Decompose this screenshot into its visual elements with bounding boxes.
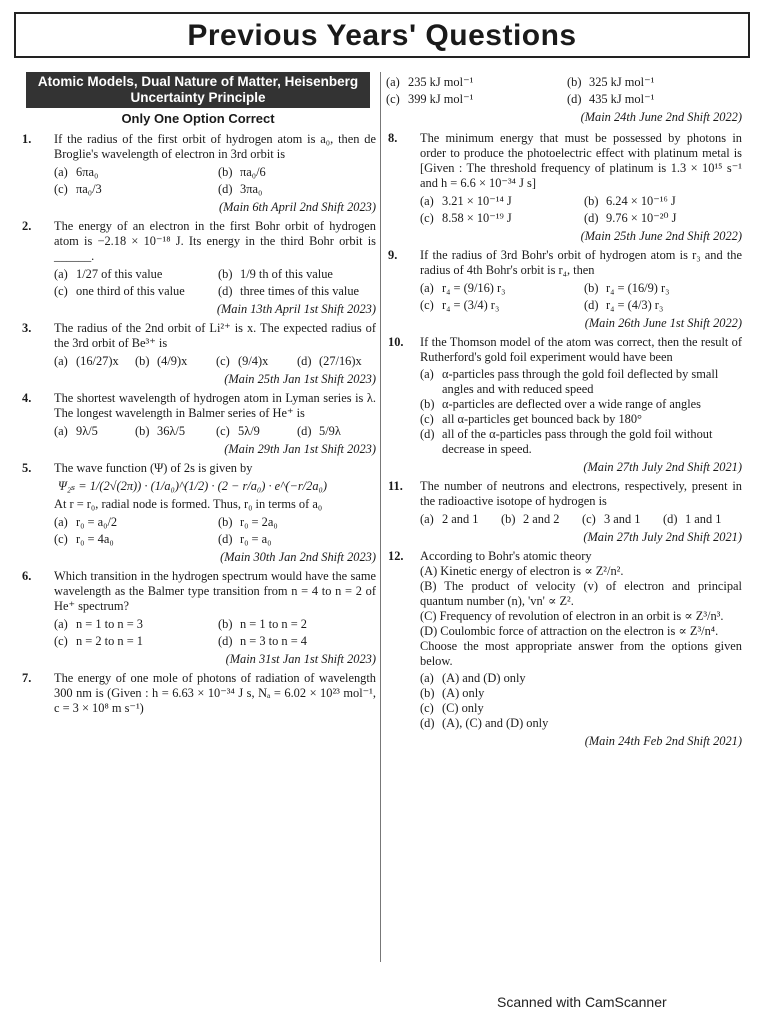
statement: (B) The product of velocity (v) of electron and principal quantum number (n), 'vn' ∝ Z². (420, 579, 742, 608)
option-text: 399 kJ mol⁻¹ (408, 92, 474, 106)
options-grid (420, 512, 742, 527)
option-text: r₄ = (3/4) r₃ (442, 298, 500, 312)
question-number: 5. (22, 461, 32, 475)
question (20, 132, 376, 215)
options-grid (420, 367, 742, 457)
option-label: (d) (218, 634, 233, 648)
option (54, 165, 212, 180)
column-divider (380, 72, 381, 962)
option (663, 512, 742, 527)
question-number: 6. (22, 569, 32, 583)
option-text: πa₀/6 (240, 165, 266, 179)
option-label: (b) (135, 424, 150, 438)
option (54, 284, 212, 299)
options-grid (54, 424, 376, 439)
question-text: The wave function (Ψ) of 2s is given by (54, 461, 253, 475)
option-label: (d) (420, 716, 435, 730)
question-number: 12. (388, 549, 404, 563)
right-column (386, 72, 742, 753)
question (386, 248, 742, 331)
question-source: (Main 31st Jan 1st Shift 2023) (225, 652, 376, 666)
option (54, 617, 212, 632)
page-header (14, 12, 750, 58)
section-title: Atomic Models, Dual Nature of Matter, Heisenberg Uncertainty Principle (26, 72, 370, 108)
option (501, 512, 580, 527)
options-grid (420, 194, 742, 226)
option-text: 325 kJ mol⁻¹ (589, 75, 655, 89)
option-text: n = 1 to n = 3 (76, 617, 143, 631)
option (54, 634, 212, 649)
option (582, 512, 661, 527)
option-text: α-particles pass through the gold foil deflected by small angles and with reduced speed (442, 367, 719, 396)
option (584, 281, 742, 296)
question-text: If the radius of the first orbit of hydrogen atom is a₀, then de Broglie's wavelength of electron in 3rd orbit is (54, 132, 376, 161)
option-text: r₄ = (4/3) r₃ (606, 298, 664, 312)
option (420, 427, 742, 457)
option (420, 194, 578, 209)
option-text: (C) only (442, 701, 484, 715)
question-text: The minimum energy that must be possessed by photons in order to produce the photoelectric effect with platinum metal is [Given : The threshold frequency of platinum is 1.3 × 10¹⁵ s⁻¹ and h = 6.6 × 10⁻³⁴ J s] (420, 131, 742, 190)
option-label: (c) (420, 701, 434, 715)
question-text-continued: Choose the most appropriate answer from the options given below. (420, 639, 742, 668)
option-label: (d) (584, 211, 599, 225)
option-label: (c) (216, 424, 230, 438)
question (20, 321, 376, 387)
option-text: all of the α-particles pass through the gold foil without decrease in speed. (442, 427, 713, 456)
options-grid (54, 165, 376, 197)
question-text: The energy of one mole of photons of radiation of wavelength 300 nm is (Given : h = 6.63 × 10⁻³⁴ J s, Nₐ = 6.02 × 10²³ mol⁻¹, c = 3 × 10⁸ m s⁻¹) (54, 671, 376, 715)
option (420, 701, 742, 716)
option-label: (d) (297, 424, 312, 438)
option (297, 424, 376, 439)
option-text: r₀ = a₀/2 (76, 515, 118, 529)
option (218, 267, 376, 282)
question-text: Which transition in the hydrogen spectrum would have the same wavelength as the Balmer type transition from n = 4 to n = 2 of He⁺ spectrum? (54, 569, 376, 613)
question-number: 3. (22, 321, 32, 335)
question-source: (Main 24th Feb 2nd Shift 2021) (584, 734, 742, 748)
option (420, 298, 578, 313)
q7-continuation (386, 75, 742, 125)
option (54, 532, 212, 547)
question-source: (Main 27th July 2nd Shift 2021) (583, 530, 742, 544)
option-text: 1 and 1 (685, 512, 722, 526)
page-title: Previous Years' Questions (187, 19, 577, 52)
option-label: (a) (54, 617, 68, 631)
option-label: (a) (54, 354, 68, 368)
question-source: (Main 27th July 2nd Shift 2021) (583, 460, 742, 474)
option (386, 92, 561, 107)
options-grid (54, 515, 376, 547)
option-label: (a) (420, 512, 434, 526)
option-label: (c) (54, 284, 68, 298)
option-label: (a) (420, 281, 434, 295)
question-source: (Main 26th June 1st Shift 2022) (584, 316, 742, 330)
option (420, 367, 742, 397)
option (216, 354, 295, 369)
option-label: (b) (420, 686, 435, 700)
statement: (D) Coulombic force of attraction on the electron is ∝ Z³/n⁴. (420, 624, 719, 638)
option (297, 354, 376, 369)
question-text: If the radius of 3rd Bohr's orbit of hydrogen atom is r₃ and the radius of 4th Bohr's orbit is r₄, then (420, 248, 742, 277)
option-text: (27/16)x (319, 354, 362, 368)
question-number: 10. (388, 335, 404, 349)
option-text: 6.24 × 10⁻¹⁶ J (606, 194, 676, 208)
option-text: one third of this value (76, 284, 185, 298)
question-text: If the Thomson model of the atom was correct, then the result of Rutherford's gold foil experiment would have been (420, 335, 742, 364)
option-text: 5/9λ (319, 424, 341, 438)
option (54, 515, 212, 530)
option (218, 515, 376, 530)
option (135, 424, 214, 439)
option-label: (c) (386, 92, 400, 106)
option-label: (b) (584, 194, 599, 208)
option-text: r₀ = 4a₀ (76, 532, 114, 546)
option-text: (9/4)x (238, 354, 269, 368)
option-label: (d) (218, 532, 233, 546)
option (218, 165, 376, 180)
option-text: r₀ = a₀ (240, 532, 272, 546)
option-label: (c) (216, 354, 230, 368)
option-text: 2 and 1 (442, 512, 479, 526)
option-label: (b) (501, 512, 516, 526)
option-text: n = 3 to n = 4 (240, 634, 307, 648)
option (54, 424, 133, 439)
option-label: (c) (582, 512, 596, 526)
options-grid (54, 267, 376, 299)
option-label: (b) (584, 281, 599, 295)
question-number: 8. (388, 131, 398, 145)
question-number: 7. (22, 671, 32, 685)
option-label: (a) (420, 671, 434, 685)
right-question-list (386, 131, 742, 749)
option-text: πa₀/3 (76, 182, 102, 196)
option-text: 9.76 × 10⁻²⁰ J (606, 211, 677, 225)
question (386, 479, 742, 545)
option-label: (d) (297, 354, 312, 368)
option-label: (d) (218, 182, 233, 196)
question-source: (Main 30th Jan 2nd Shift 2023) (220, 550, 376, 564)
option-label: (d) (584, 298, 599, 312)
question (20, 391, 376, 457)
wave-function-formula: Ψ₂ₛ = 1/(2√(2π)) · (1/a₀)^(1/2) · (2 − r/a₀) · e^(−r/2a₀) (58, 479, 327, 493)
option (584, 298, 742, 313)
question (20, 671, 376, 716)
option-text: r₄ = (9/16) r₃ (442, 281, 506, 295)
question-number: 9. (388, 248, 398, 262)
question-source: (Main 13th April 1st Shift 2023) (216, 302, 376, 316)
option (420, 281, 578, 296)
option (420, 512, 499, 527)
option (218, 284, 376, 299)
option (420, 412, 742, 427)
question (20, 569, 376, 667)
option (218, 182, 376, 197)
option-label: (a) (420, 194, 434, 208)
option (420, 211, 578, 226)
option-text: 6πa₀ (76, 165, 99, 179)
option (584, 194, 742, 209)
option (218, 617, 376, 632)
option (567, 75, 742, 90)
option (420, 397, 742, 412)
option-text: 3 and 1 (604, 512, 641, 526)
scanner-watermark: Scanned with CamScanner (497, 994, 667, 1010)
option-text: r₀ = 2a₀ (240, 515, 278, 529)
question-source: (Main 6th April 2nd Shift 2023) (218, 200, 376, 214)
question-number: 1. (22, 132, 32, 146)
option-text: 8.58 × 10⁻¹⁹ J (442, 211, 512, 225)
question-text: The energy of an electron in the first Bohr orbit of hydrogen atom is −2.18 × 10⁻¹⁸ J. Its energy in the third Bohr orbit is ______. (54, 219, 376, 263)
option-label: (b) (567, 75, 582, 89)
options-grid (420, 281, 742, 313)
option-text: (A) only (442, 686, 485, 700)
question-number: 11. (388, 479, 403, 493)
option-label: (d) (567, 92, 582, 106)
q7-options (386, 75, 742, 107)
option-label: (a) (420, 367, 434, 381)
options-grid (54, 617, 376, 649)
option-label: (c) (54, 532, 68, 546)
option-text: (A), (C) and (D) only (442, 716, 549, 730)
option-text: 235 kJ mol⁻¹ (408, 75, 474, 89)
question (20, 461, 376, 565)
option-label: (b) (218, 267, 233, 281)
option-label: (c) (54, 182, 68, 196)
option-text: (A) and (D) only (442, 671, 526, 685)
question (20, 219, 376, 317)
option (54, 354, 133, 369)
option-label: (b) (218, 515, 233, 529)
question-source: (Main 24th June 2nd Shift 2022) (580, 110, 742, 124)
option-label: (d) (218, 284, 233, 298)
left-question-list (20, 132, 376, 716)
option-text: all α-particles get bounced back by 180° (442, 412, 642, 426)
question-text-continued: At r = r₀, radial node is formed. Thus, r₀ in terms of a₀ (54, 497, 323, 511)
option-text: (4/9)x (157, 354, 188, 368)
question-number: 2. (22, 219, 32, 233)
option-label: (a) (54, 515, 68, 529)
question-source: (Main 25th June 2nd Shift 2022) (580, 229, 742, 243)
option-label: (a) (54, 267, 68, 281)
option (54, 182, 212, 197)
option-label: (a) (386, 75, 400, 89)
option-text: n = 2 to n = 1 (76, 634, 143, 648)
option-label: (b) (420, 397, 435, 411)
option (216, 424, 295, 439)
option-text: 9λ/5 (76, 424, 98, 438)
section-subtitle: Only One Option Correct (121, 111, 275, 126)
question-number: 4. (22, 391, 32, 405)
question-text: The radius of the 2nd orbit of Li²⁺ is x. The expected radius of the 3rd orbit of Be³⁺ is (54, 321, 376, 350)
option-label: (b) (218, 165, 233, 179)
option-text: r₄ = (16/9) r₃ (606, 281, 670, 295)
option-text: (16/27)x (76, 354, 119, 368)
option (584, 211, 742, 226)
option-text: 5λ/9 (238, 424, 260, 438)
option-label: (d) (420, 427, 435, 441)
statement: (A) Kinetic energy of electron is ∝ Z²/n². (420, 564, 624, 578)
option-label: (c) (54, 634, 68, 648)
option-text: 2 and 2 (523, 512, 560, 526)
option-label: (b) (218, 617, 233, 631)
option (420, 686, 742, 701)
option (135, 354, 214, 369)
left-column (20, 72, 376, 720)
option-text: 3.21 × 10⁻¹⁴ J (442, 194, 512, 208)
option (420, 671, 742, 686)
options-grid (54, 354, 376, 369)
option (218, 532, 376, 547)
option-label: (a) (54, 424, 68, 438)
option (54, 267, 212, 282)
options-grid (420, 671, 742, 731)
option-label: (d) (663, 512, 678, 526)
option-label: (c) (420, 211, 434, 225)
question (386, 549, 742, 749)
option-text: 1/9 th of this value (240, 267, 333, 281)
option-text: n = 1 to n = 2 (240, 617, 307, 631)
option-text: three times of this value (240, 284, 360, 298)
question-text: The shortest wavelength of hydrogen atom in Lyman series is λ. The longest wavelength in Balmer series of He⁺ is (54, 391, 376, 420)
option-text: 3πa₀ (240, 182, 263, 196)
option-label: (b) (135, 354, 150, 368)
option (567, 92, 742, 107)
statement: (C) Frequency of revolution of electron in an orbit is ∝ Z³/n³. (420, 609, 724, 623)
question (386, 335, 742, 475)
option-label: (c) (420, 412, 434, 426)
option-label: (c) (420, 298, 434, 312)
question-text: According to Bohr's atomic theory (420, 549, 592, 563)
option (218, 634, 376, 649)
option-text: α-particles are deflected over a wide range of angles (442, 397, 701, 411)
option-label: (a) (54, 165, 68, 179)
option-text: 435 kJ mol⁻¹ (589, 92, 655, 106)
option (386, 75, 561, 90)
question-text: The number of neutrons and electrons, respectively, present in the radioactive isotope of hydrogen is (420, 479, 742, 508)
option-text: 36λ/5 (157, 424, 186, 438)
option (420, 716, 742, 731)
question-source: (Main 25th Jan 1st Shift 2023) (224, 372, 376, 386)
option-text: 1/27 of this value (76, 267, 163, 281)
question (386, 131, 742, 244)
question-source: (Main 29th Jan 1st Shift 2023) (224, 442, 376, 456)
